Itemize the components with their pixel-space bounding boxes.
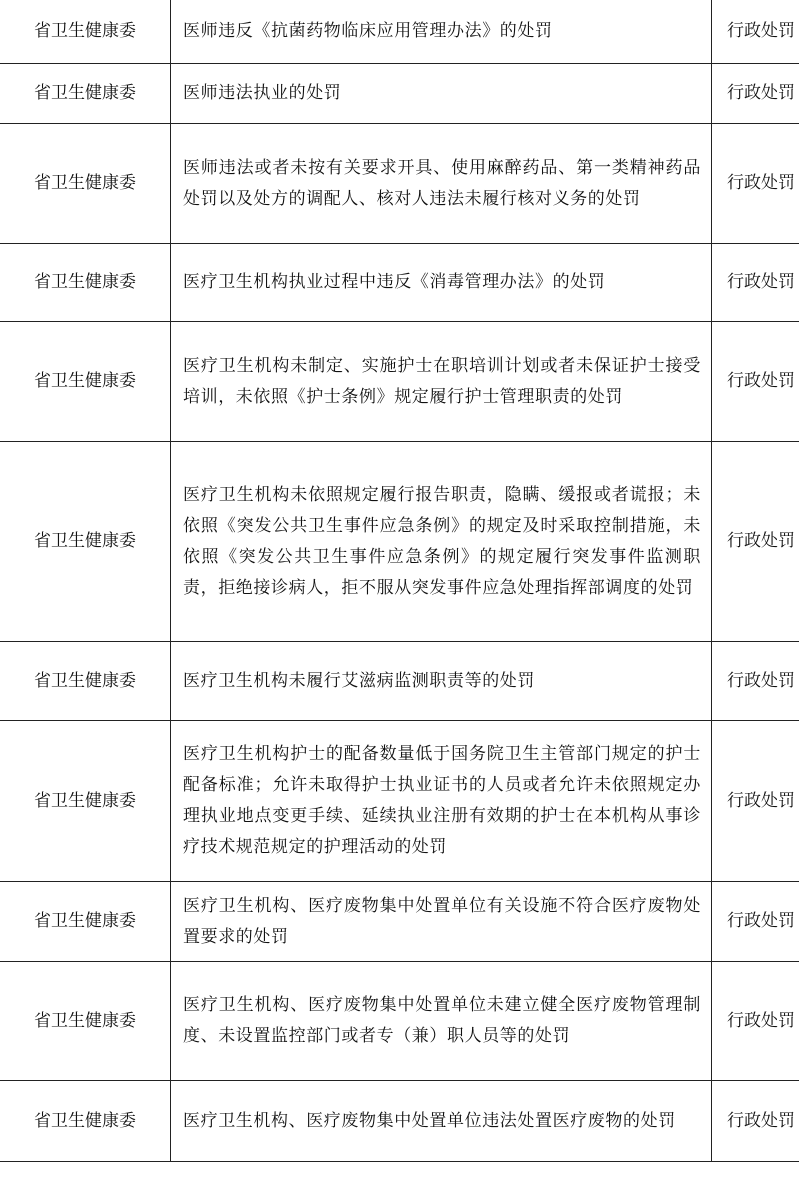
- matter-cell: 医疗卫生机构护士的配备数量低于国务院卫生主管部门规定的护士配备标准；允许未取得护士执业证书的人员或者允许未依照规定办理执业地点变更手续、延续执业注册有效期的护士在本机构从事诊疗技术规范规定的护理活动的处罚: [171, 721, 712, 882]
- type-cell: 行政处罚: [712, 1081, 800, 1162]
- matter-cell: 医师违反《抗菌药物临床应用管理办法》的处罚: [171, 0, 712, 64]
- table-row: [0, 124, 799, 244]
- department-cell: 省卫生健康委: [0, 721, 171, 882]
- table-row: [0, 64, 799, 124]
- type-cell: 行政处罚: [712, 124, 800, 244]
- table-row: [0, 962, 799, 1081]
- department-cell: 省卫生健康委: [0, 1081, 171, 1162]
- type-cell: 行政处罚: [712, 0, 800, 64]
- matter-cell: 医师违法执业的处罚: [171, 64, 712, 124]
- matter-cell: 医疗卫生机构未制定、实施护士在职培训计划或者未保证护士接受培训，未依照《护士条例》规定履行护士管理职责的处罚: [171, 322, 712, 442]
- type-cell: 行政处罚: [712, 322, 800, 442]
- matter-cell: 医疗卫生机构、医疗废物集中处置单位有关设施不符合医疗废物处置要求的处罚: [171, 882, 712, 962]
- table-row: [0, 1081, 799, 1162]
- department-cell: 省卫生健康委: [0, 244, 171, 322]
- department-cell: 省卫生健康委: [0, 124, 171, 244]
- table-row: [0, 442, 799, 642]
- table-row: [0, 642, 799, 721]
- matter-cell: 医疗卫生机构未依照规定履行报告职责，隐瞒、缓报或者谎报；未依照《突发公共卫生事件应急条例》的规定及时采取控制措施，未依照《突发公共卫生事件应急条例》的规定履行突发事件监测职责，拒绝接诊病人，拒不服从突发事件应急处理指挥部调度的处罚: [171, 442, 712, 642]
- matter-cell: 医疗卫生机构、医疗废物集中处置单位未建立健全医疗废物管理制度、未设置监控部门或者专（兼）职人员等的处罚: [171, 962, 712, 1081]
- department-cell: 省卫生健康委: [0, 642, 171, 721]
- matter-cell: 医疗卫生机构执业过程中违反《消毒管理办法》的处罚: [171, 244, 712, 322]
- department-cell: 省卫生健康委: [0, 962, 171, 1081]
- department-cell: 省卫生健康委: [0, 882, 171, 962]
- table-row: [0, 882, 799, 962]
- matter-cell: 医疗卫生机构未履行艾滋病监测职责等的处罚: [171, 642, 712, 721]
- matter-cell: 医师违法或者未按有关要求开具、使用麻醉药品、第一类精神药品处罚以及处方的调配人、核对人违法未履行核对义务的处罚: [171, 124, 712, 244]
- department-cell: 省卫生健康委: [0, 0, 171, 64]
- matter-cell: 医疗卫生机构、医疗废物集中处置单位违法处置医疗废物的处罚: [171, 1081, 712, 1162]
- type-cell: 行政处罚: [712, 962, 800, 1081]
- department-cell: 省卫生健康委: [0, 322, 171, 442]
- department-cell: 省卫生健康委: [0, 442, 171, 642]
- table-row: [0, 244, 799, 322]
- type-cell: 行政处罚: [712, 64, 800, 124]
- type-cell: 行政处罚: [712, 721, 800, 882]
- department-cell: 省卫生健康委: [0, 64, 171, 124]
- table-row: [0, 721, 799, 882]
- type-cell: 行政处罚: [712, 442, 800, 642]
- type-cell: 行政处罚: [712, 244, 800, 322]
- table-row: [0, 0, 799, 64]
- table-row: [0, 322, 799, 442]
- type-cell: 行政处罚: [712, 882, 800, 962]
- type-cell: 行政处罚: [712, 642, 800, 721]
